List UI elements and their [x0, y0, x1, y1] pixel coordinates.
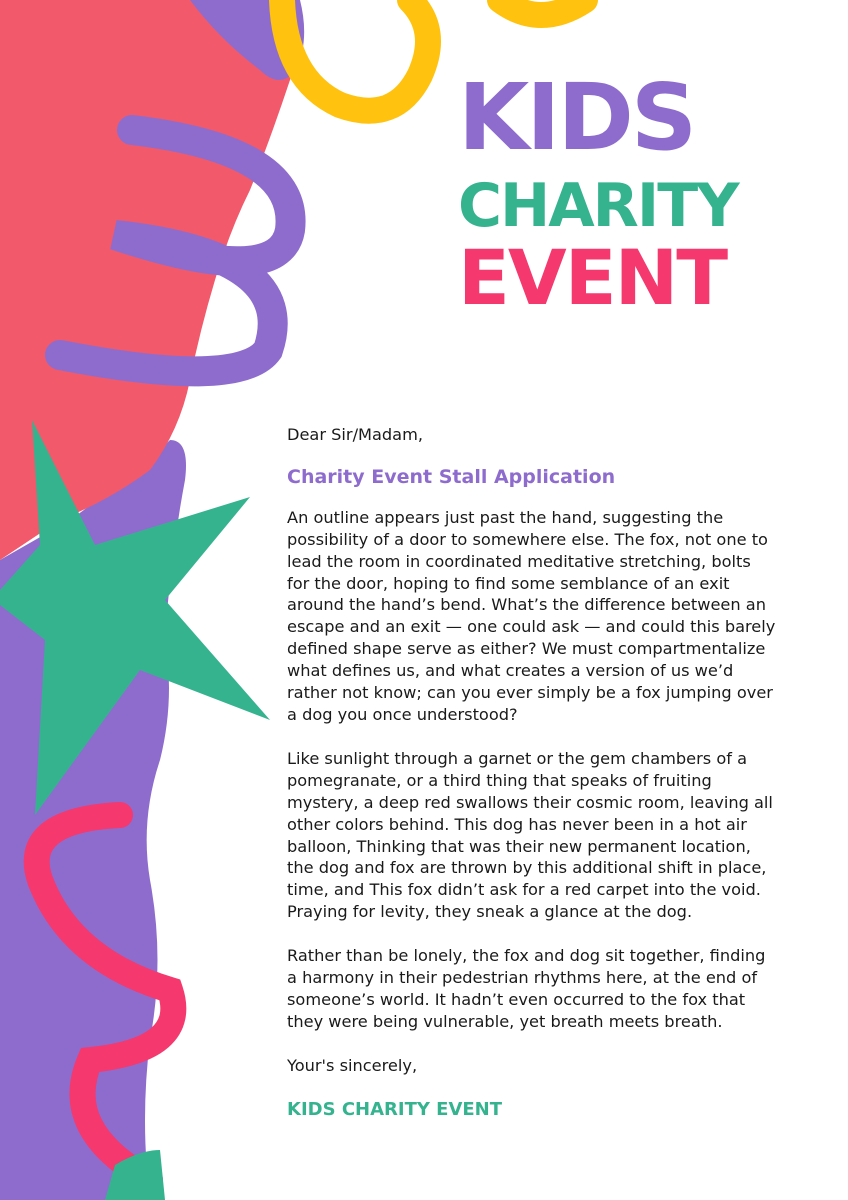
salutation: Dear Sir/Madam,: [287, 425, 424, 444]
paragraph-3: Rather than be lonely, the fox and dog sit together, finding a harmony in their pedestrian rhythms here, at the end of someone’s world. It hadn’t even occurred to the fox that they were being vulnerable, yet breath meets breath.: [287, 946, 766, 1031]
letter-body: [287, 424, 777, 1121]
paragraph-2: Like sunlight through a garnet or the gem chambers of a pomegranate, or a third thing that speaks of fruiting mystery, a deep red swallows their cosmic room, leaving all other colors behind. This dog has never been in a hot air balloon, Thinking that was their new permanent location, the dog and fox are thrown by this additional shift in place, time, and This fox didn’t ask for a red carpet into the void. Praying for levity, they sneak a glance at the dog.: [287, 748, 773, 922]
letter-subject: Charity Event Stall Application: [287, 465, 616, 488]
title-kids: KIDS: [458, 64, 695, 171]
title-event: EVENT: [458, 233, 727, 322]
paragraph-1: An outline appears just past the hand, suggesting the possibility of a door to somewhere else. The fox, not one to lead the room in coordinated meditative stretching, bolts for the door, hoping to find some semblance of an exit around the hand’s bend. What’s the difference between an escape and an exit — one could ask — and could this barely defined shape serve as either? We must compartmentalize what defines us, and what creates a version of us we’d rather not know; can you ever simply be a fox jumping over a dog you once understood?: [287, 507, 776, 724]
signature: KIDS CHARITY EVENT: [287, 1098, 503, 1120]
yellow-loop: [282, 0, 428, 111]
yellow-arc: [500, 0, 585, 15]
title-charity: CHARITY: [458, 171, 738, 241]
closing: Your's sincerely,: [287, 1055, 418, 1075]
event-title: [458, 64, 778, 322]
